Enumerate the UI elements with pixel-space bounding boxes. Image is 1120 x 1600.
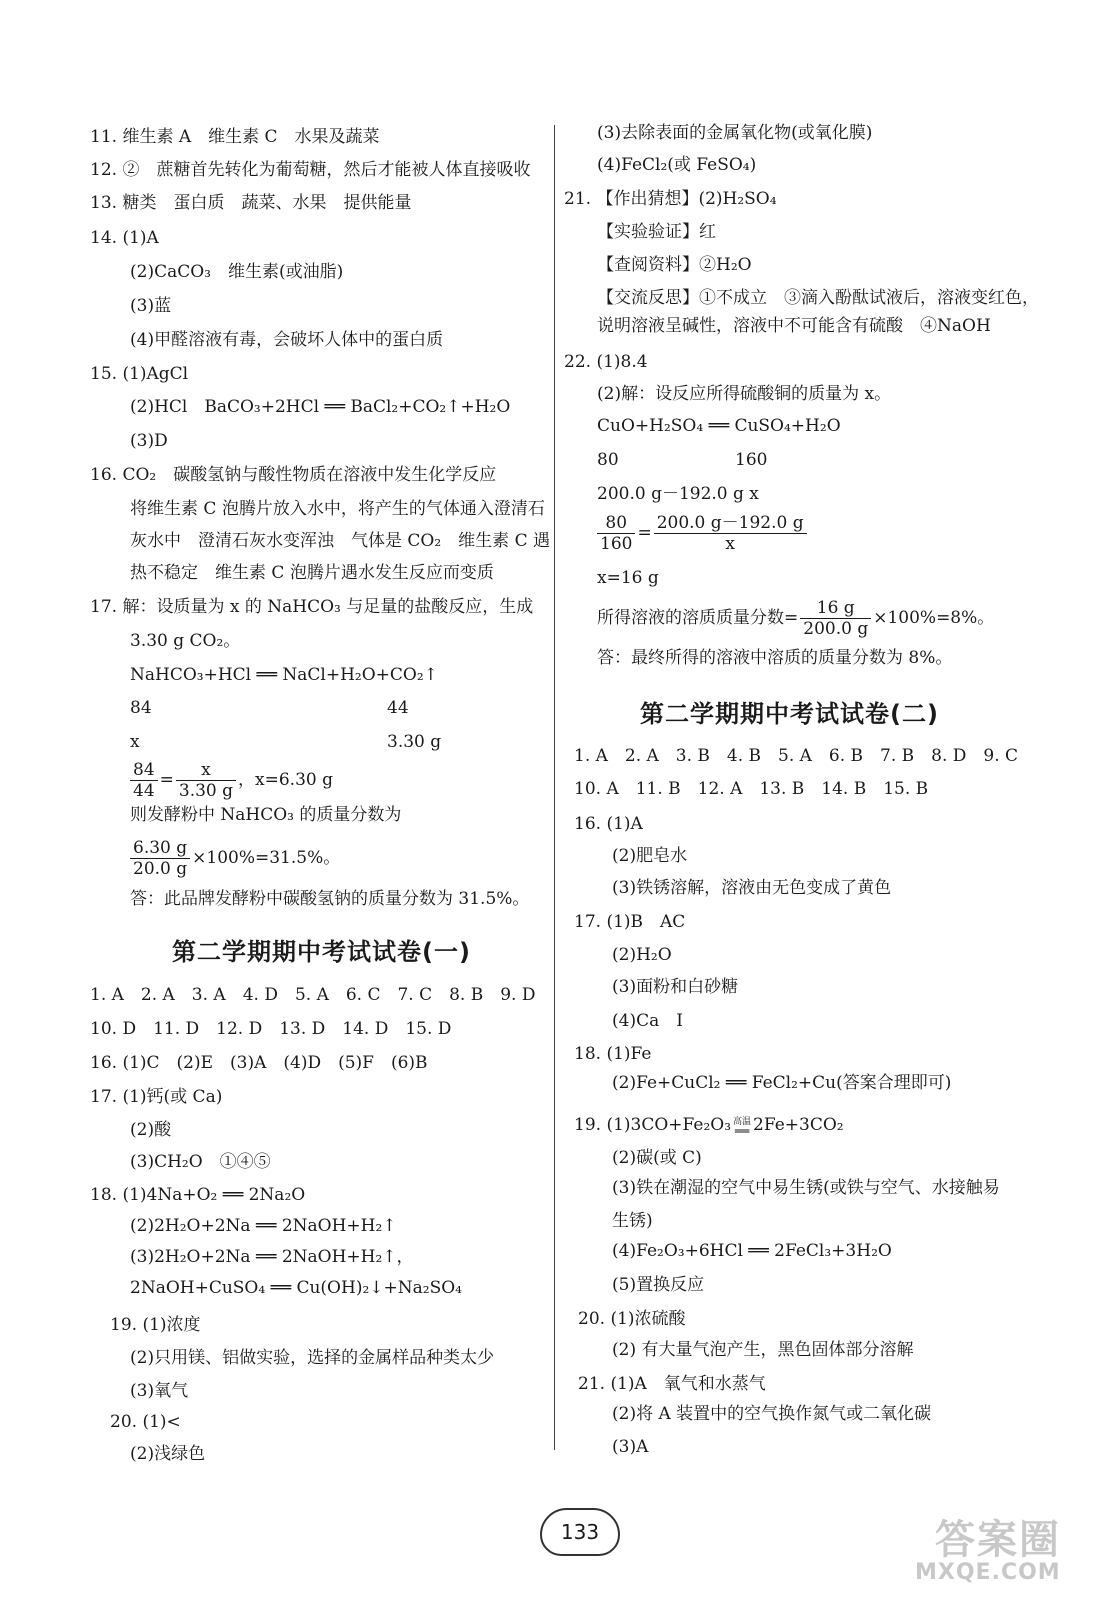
fraction-equation: 所得溶液的溶质质量分数= $\frac{16 g}{200.0 g}$ ×100%=8%。: [597, 598, 995, 639]
equation-line: (2)2H₂O+2Na ══ 2NaOH+H₂↑: [130, 1216, 397, 1236]
column-divider: [554, 125, 555, 1450]
answer-line: 11. 维生素 A 维生素 C 水果及蔬菜: [90, 127, 380, 147]
answer-line: 则发酵粉中 NaHCO₃ 的质量分数为: [130, 805, 402, 825]
answer-line: (2)肥皂水: [612, 846, 688, 866]
answer-line: 灰水中 澄清石灰水变浑浊 气体是 CO₂ 维生素 C 遇: [130, 531, 550, 551]
answer-line: (4)FeCl₂(或 FeSO₄): [597, 155, 757, 175]
equation-line: 19. (1)3CO+Fe₂O₃ 高温 ══ 2Fe+3CO₂: [574, 1115, 844, 1138]
fraction-equation: $\frac{6.30 g}{20.0 g}$ ×100%=31.5%。: [128, 838, 340, 879]
answer-line: (2)只用镁、铝做实验，选择的金属样品种类太少: [130, 1348, 495, 1368]
answer-line: (2)解：设反应所得硫酸铜的质量为 x。: [597, 384, 892, 404]
answer-line: 生锈): [612, 1211, 653, 1231]
answer-line: 22. (1)8.4: [564, 352, 648, 372]
answer-line: (4)Ca I: [612, 1011, 683, 1031]
answer-line: x=16 g: [597, 568, 659, 588]
answer-line: (5)置换反应: [612, 1275, 705, 1295]
ratio-value: x: [130, 732, 140, 752]
answer-line: 【交流反思】①不成立 ③滴入酚酞试液后，溶液变红色，: [597, 288, 1039, 308]
answer-line: (2)H₂O: [612, 945, 672, 965]
equation-line: NaHCO₃+HCl ══ NaCl+H₂O+CO₂↑: [130, 665, 438, 685]
answer-line: (2)浅绿色: [130, 1444, 206, 1464]
answer-line: 15. (1)AgCl: [90, 364, 189, 384]
answer-line: 20. (1)浓硫酸: [578, 1309, 686, 1329]
ratio-value: 44: [387, 698, 409, 718]
fraction-equation: $\frac{80}{160}$ = $\frac{200.0 g-192.0 g}{x}$: [595, 513, 809, 554]
answer-line: 16. (1)C (2)E (3)A (4)D (5)F (6)B: [90, 1053, 428, 1073]
fraction: $\frac{x}{3.30 g}$: [176, 760, 236, 801]
answer-line: 200.0 g－192.0 g x: [597, 484, 759, 504]
answer-line: 12. ② 蔗糖首先转化为葡萄糖，然后才能被人体直接吸收: [90, 160, 531, 180]
answer-line: 16. CO₂ 碳酸氢钠与酸性物质在溶液中发生化学反应: [90, 465, 497, 485]
answer-line: (3)CH₂O ①④⑤: [130, 1152, 271, 1172]
watermark-main: 答案圈: [935, 1517, 1061, 1563]
answer-line: (3)蓝: [130, 296, 172, 316]
fraction: $\frac{80}{160}$: [597, 513, 635, 554]
answer-line: 17. (1)钙(或 Ca): [90, 1087, 223, 1107]
equation-line: CuO+H₂SO₄ ══ CuSO₄+H₂O: [597, 416, 841, 436]
answer-line: 14. (1)A: [90, 228, 159, 248]
answer-line: (3)去除表面的金属氧化物(或氧化膜): [597, 123, 873, 143]
ratio-value: 3.30 g: [387, 732, 442, 752]
answer-line: 17. (1)B AC: [574, 912, 686, 932]
answer-line: 【实验验证】红: [597, 222, 716, 242]
answer-line: 18. (1)Fe: [574, 1044, 652, 1064]
answer-line: (3)面粉和白砂糖: [612, 977, 739, 997]
answer-line: 10. A 11. B 12. A 13. B 14. B 15. B: [574, 779, 929, 799]
answer-line: (2)碳(或 C): [612, 1148, 702, 1168]
answer-line: 1. A 2. A 3. A 4. D 5. A 6. C 7. C 8. B 9. D: [90, 985, 536, 1005]
answer-line: 将维生素 C 泡腾片放入水中，将产生的气体通入澄清石: [130, 499, 545, 519]
fraction: $\frac{6.30 g}{20.0 g}$: [130, 838, 190, 879]
answer-line: (2)酸: [130, 1120, 172, 1140]
answer-line: 答：最终所得的溶液中溶质的质量分数为 8%。: [597, 648, 953, 668]
answer-line: (3)铁锈溶解，溶液由无色变成了黄色: [612, 878, 892, 898]
answer-line: 20. (1)<: [110, 1412, 181, 1432]
section-title: 第二学期期中考试试卷(二): [640, 700, 939, 728]
answer-line: 3.30 g CO₂。: [130, 631, 241, 651]
answer-line: 13. 糖类 蛋白质 蔬菜、水果 提供能量: [90, 193, 412, 213]
fraction-equation: $\frac{84}{44}$ = $\frac{x}{3.30 g}$ ，x=6.30 g: [128, 760, 333, 801]
answer-line: (3)氧气: [130, 1381, 189, 1401]
equation-line: (2)Fe+CuCl₂ ══ FeCl₂+Cu(答案合理即可): [612, 1073, 952, 1093]
answer-line: (2) 有大量气泡产生，黑色固体部分溶解: [612, 1340, 914, 1360]
watermark-url: MXQE.COM: [915, 1560, 1061, 1585]
answer-line: (3)铁在潮湿的空气中易生锈(或铁与空气、水接触易: [612, 1178, 1000, 1198]
answer-line: 说明溶液呈碱性，溶液中不可能含有硫酸 ④NaOH: [597, 316, 991, 336]
equation-line: 18. (1)4Na+O₂ ══ 2Na₂O: [90, 1185, 306, 1205]
fraction: $\frac{84}{44}$: [130, 760, 158, 801]
equation-line: (2)HCl BaCO₃+2HCl ══ BaCl₂+CO₂↑+H₂O: [130, 397, 511, 417]
answer-line: (3)A: [612, 1437, 649, 1457]
equation-line: (3)2H₂O+2Na ══ 2NaOH+H₂↑，: [130, 1247, 414, 1267]
fraction: $\frac{16 g}{200.0 g}$: [800, 598, 871, 639]
answer-line: 21. 【作出猜想】(2)H₂SO₄: [564, 189, 777, 209]
answer-line: 答：此品牌发酵粉中碳酸氢钠的质量分数为 31.5%。: [130, 889, 530, 909]
ratio-value: 160: [735, 450, 768, 470]
ratio-value: 80: [597, 450, 619, 470]
answer-line: 17. 解：设质量为 x 的 NaHCO₃ 与足量的盐酸反应，生成: [90, 597, 534, 617]
ratio-value: 84: [130, 698, 152, 718]
reaction-arrow: 高温 ══: [733, 1116, 752, 1138]
equation-line: 2NaOH+CuSO₄ ══ Cu(OH)₂↓+Na₂SO₄: [130, 1278, 462, 1298]
answer-line: 16. (1)A: [574, 814, 643, 834]
section-title: 第二学期期中考试试卷(一): [172, 938, 471, 966]
answer-line: (4)甲醛溶液有毒，会破坏人体中的蛋白质: [130, 330, 444, 350]
page-number: 133: [560, 1520, 600, 1544]
answer-line: 1. A 2. A 3. B 4. B 5. A 6. B 7. B 8. D 9. C: [574, 746, 1019, 766]
answer-line: 19. (1)浓度: [110, 1315, 201, 1335]
answer-line: 10. D 11. D 12. D 13. D 14. D 15. D: [90, 1019, 452, 1039]
fraction: $\frac{200.0 g-192.0 g}{x}$: [654, 513, 807, 554]
equation-line: (4)Fe₂O₃+6HCl ══ 2FeCl₃+3H₂O: [612, 1241, 892, 1261]
answer-line: (3)D: [130, 431, 168, 451]
answer-line: (2)CaCO₃ 维生素(或油脂): [130, 262, 344, 282]
answer-line: 【查阅资料】②H₂O: [597, 255, 752, 275]
answer-line: (2)将 A 装置中的空气换作氮气或二氧化碳: [612, 1404, 932, 1424]
answer-line: 热不稳定 维生素 C 泡腾片遇水发生反应而变质: [130, 563, 494, 583]
watermark-logo: [905, 1508, 1095, 1588]
answer-line: 21. (1)A 氧气和水蒸气: [578, 1374, 766, 1394]
page-number-badge: [540, 1508, 620, 1556]
